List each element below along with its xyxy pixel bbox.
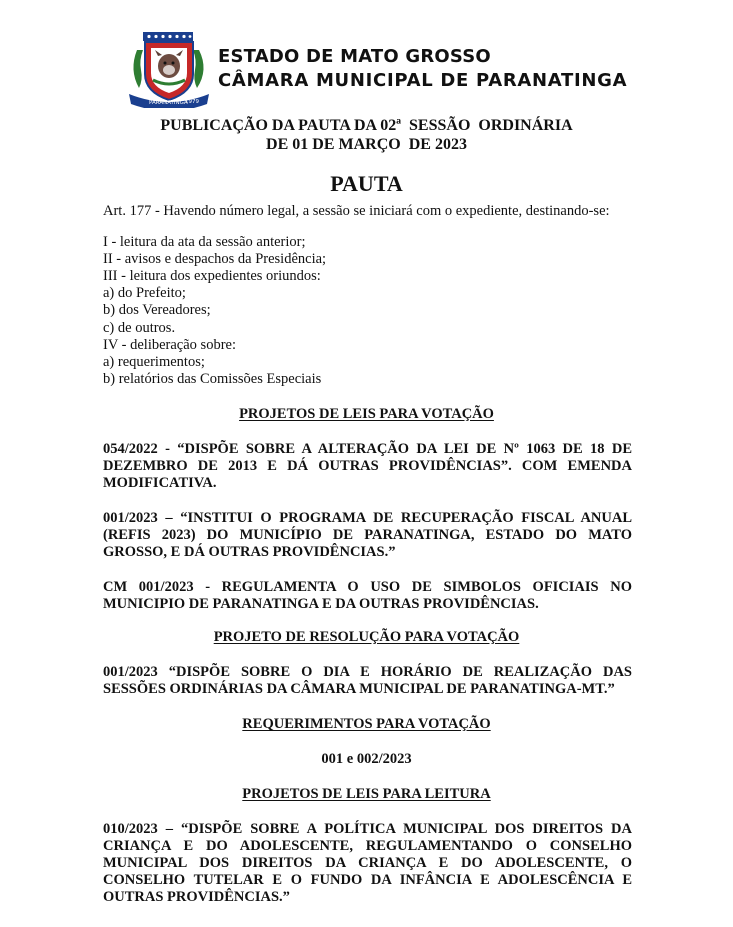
agenda-item: I - leitura da ata da sessão anterior; xyxy=(103,234,306,250)
requerimentos-numbers: 001 e 002/2023 xyxy=(321,751,412,767)
article-text: Art. 177 - Havendo número legal, a sessão se iniciará com o expediente, destinando-se: xyxy=(103,203,610,219)
bill-reading-item: 010/2023 – “DISPÕE SOBRE A POLÍTICA MUNICIPAL DOS DIREITOS DA CRIANÇA E DO ADOLESCENTE, REGULAMENTANDO O CONSELHO MUNICIPAL DOS DIREITOS DA CRIANÇA E DO ADOLESCENTE, O CONSELHO TUTELAR E O FUNDO DA INFÂNCIA E ADOLESCÊNCIA E OUTRAS PROVIDÊNCIAS.” xyxy=(103,821,632,905)
crest-banner-year: 1979 xyxy=(185,99,199,105)
letterhead xyxy=(125,30,645,110)
bill-item: 001/2023 – “INSTITUI O PROGRAMA DE RECUPERAÇÃO FISCAL ANUAL (REFIS 2023) DO MUNICÍPIO DE PARANATINGA, ESTADO DO MATO GROSSO, E DÁ OUTRAS PROVIDÊNCIAS.” xyxy=(103,510,632,560)
agenda-item: c) de outros. xyxy=(103,320,176,336)
header-chamber-title: CÂMARA MUNICIPAL DE PARANATINGA xyxy=(218,70,628,91)
bill-item: CM 001/2023 - REGULAMENTA O USO DE SIMBOLOS OFICIAIS NO MUNICIPIO DE PARANATINGA E DA OUTRAS PROVIDÊNCIAS. xyxy=(103,579,632,612)
section-heading-resolucao-votacao: PROJETO DE RESOLUÇÃO PARA VOTAÇÃO xyxy=(213,629,520,645)
section-heading-projetos-votacao: PROJETOS DE LEIS PARA VOTAÇÃO xyxy=(239,406,494,422)
agenda-item: II - avisos e despachos da Presidência; xyxy=(103,251,327,267)
agenda-item: a) do Prefeito; xyxy=(103,285,186,301)
agenda-item: b) relatórios das Comissões Especiais xyxy=(103,371,322,387)
section-heading-requerimentos-votacao: REQUERIMENTOS PARA VOTAÇÃO xyxy=(242,716,491,732)
agenda-item: a) requerimentos; xyxy=(103,354,205,370)
publication-title-line1: PUBLICAÇÃO DA PAUTA DA 02ª SESSÃO ORDINÁRIA xyxy=(160,117,573,134)
bill-item: 054/2022 - “DISPÕE SOBRE A ALTERAÇÃO DA LEI DE Nº 1063 DE 18 DE DEZEMBRO DE 2013 E DÁ OUTRAS PROVIDÊNCIAS”. COM EMENDA MODIFICATIVA. xyxy=(103,441,632,491)
agenda-item: III - leitura dos expedientes oriundos: xyxy=(103,268,321,284)
section-heading-projetos-leitura: PROJETOS DE LEIS PARA LEITURA xyxy=(242,786,491,802)
publication-title-line2: DE 01 DE MARÇO DE 2023 xyxy=(266,136,467,153)
agenda-item: b) dos Vereadores; xyxy=(103,302,211,318)
resolution-item: 001/2023 “DISPÕE SOBRE O DIA E HORÁRIO DE REALIZAÇÃO DAS SESSÕES ORDINÁRIAS DA CÂMARA MUNICIPAL DE PARANATINGA-MT.” xyxy=(103,664,632,697)
agenda-item: IV - deliberação sobre: xyxy=(103,337,236,353)
pauta-heading: PAUTA xyxy=(330,171,403,196)
header-state-title: ESTADO DE MATO GROSSO xyxy=(218,46,491,67)
municipal-crest-icon xyxy=(125,30,213,108)
crest-banner-text: PARANATINGA xyxy=(149,100,188,106)
publication-title xyxy=(0,116,733,154)
